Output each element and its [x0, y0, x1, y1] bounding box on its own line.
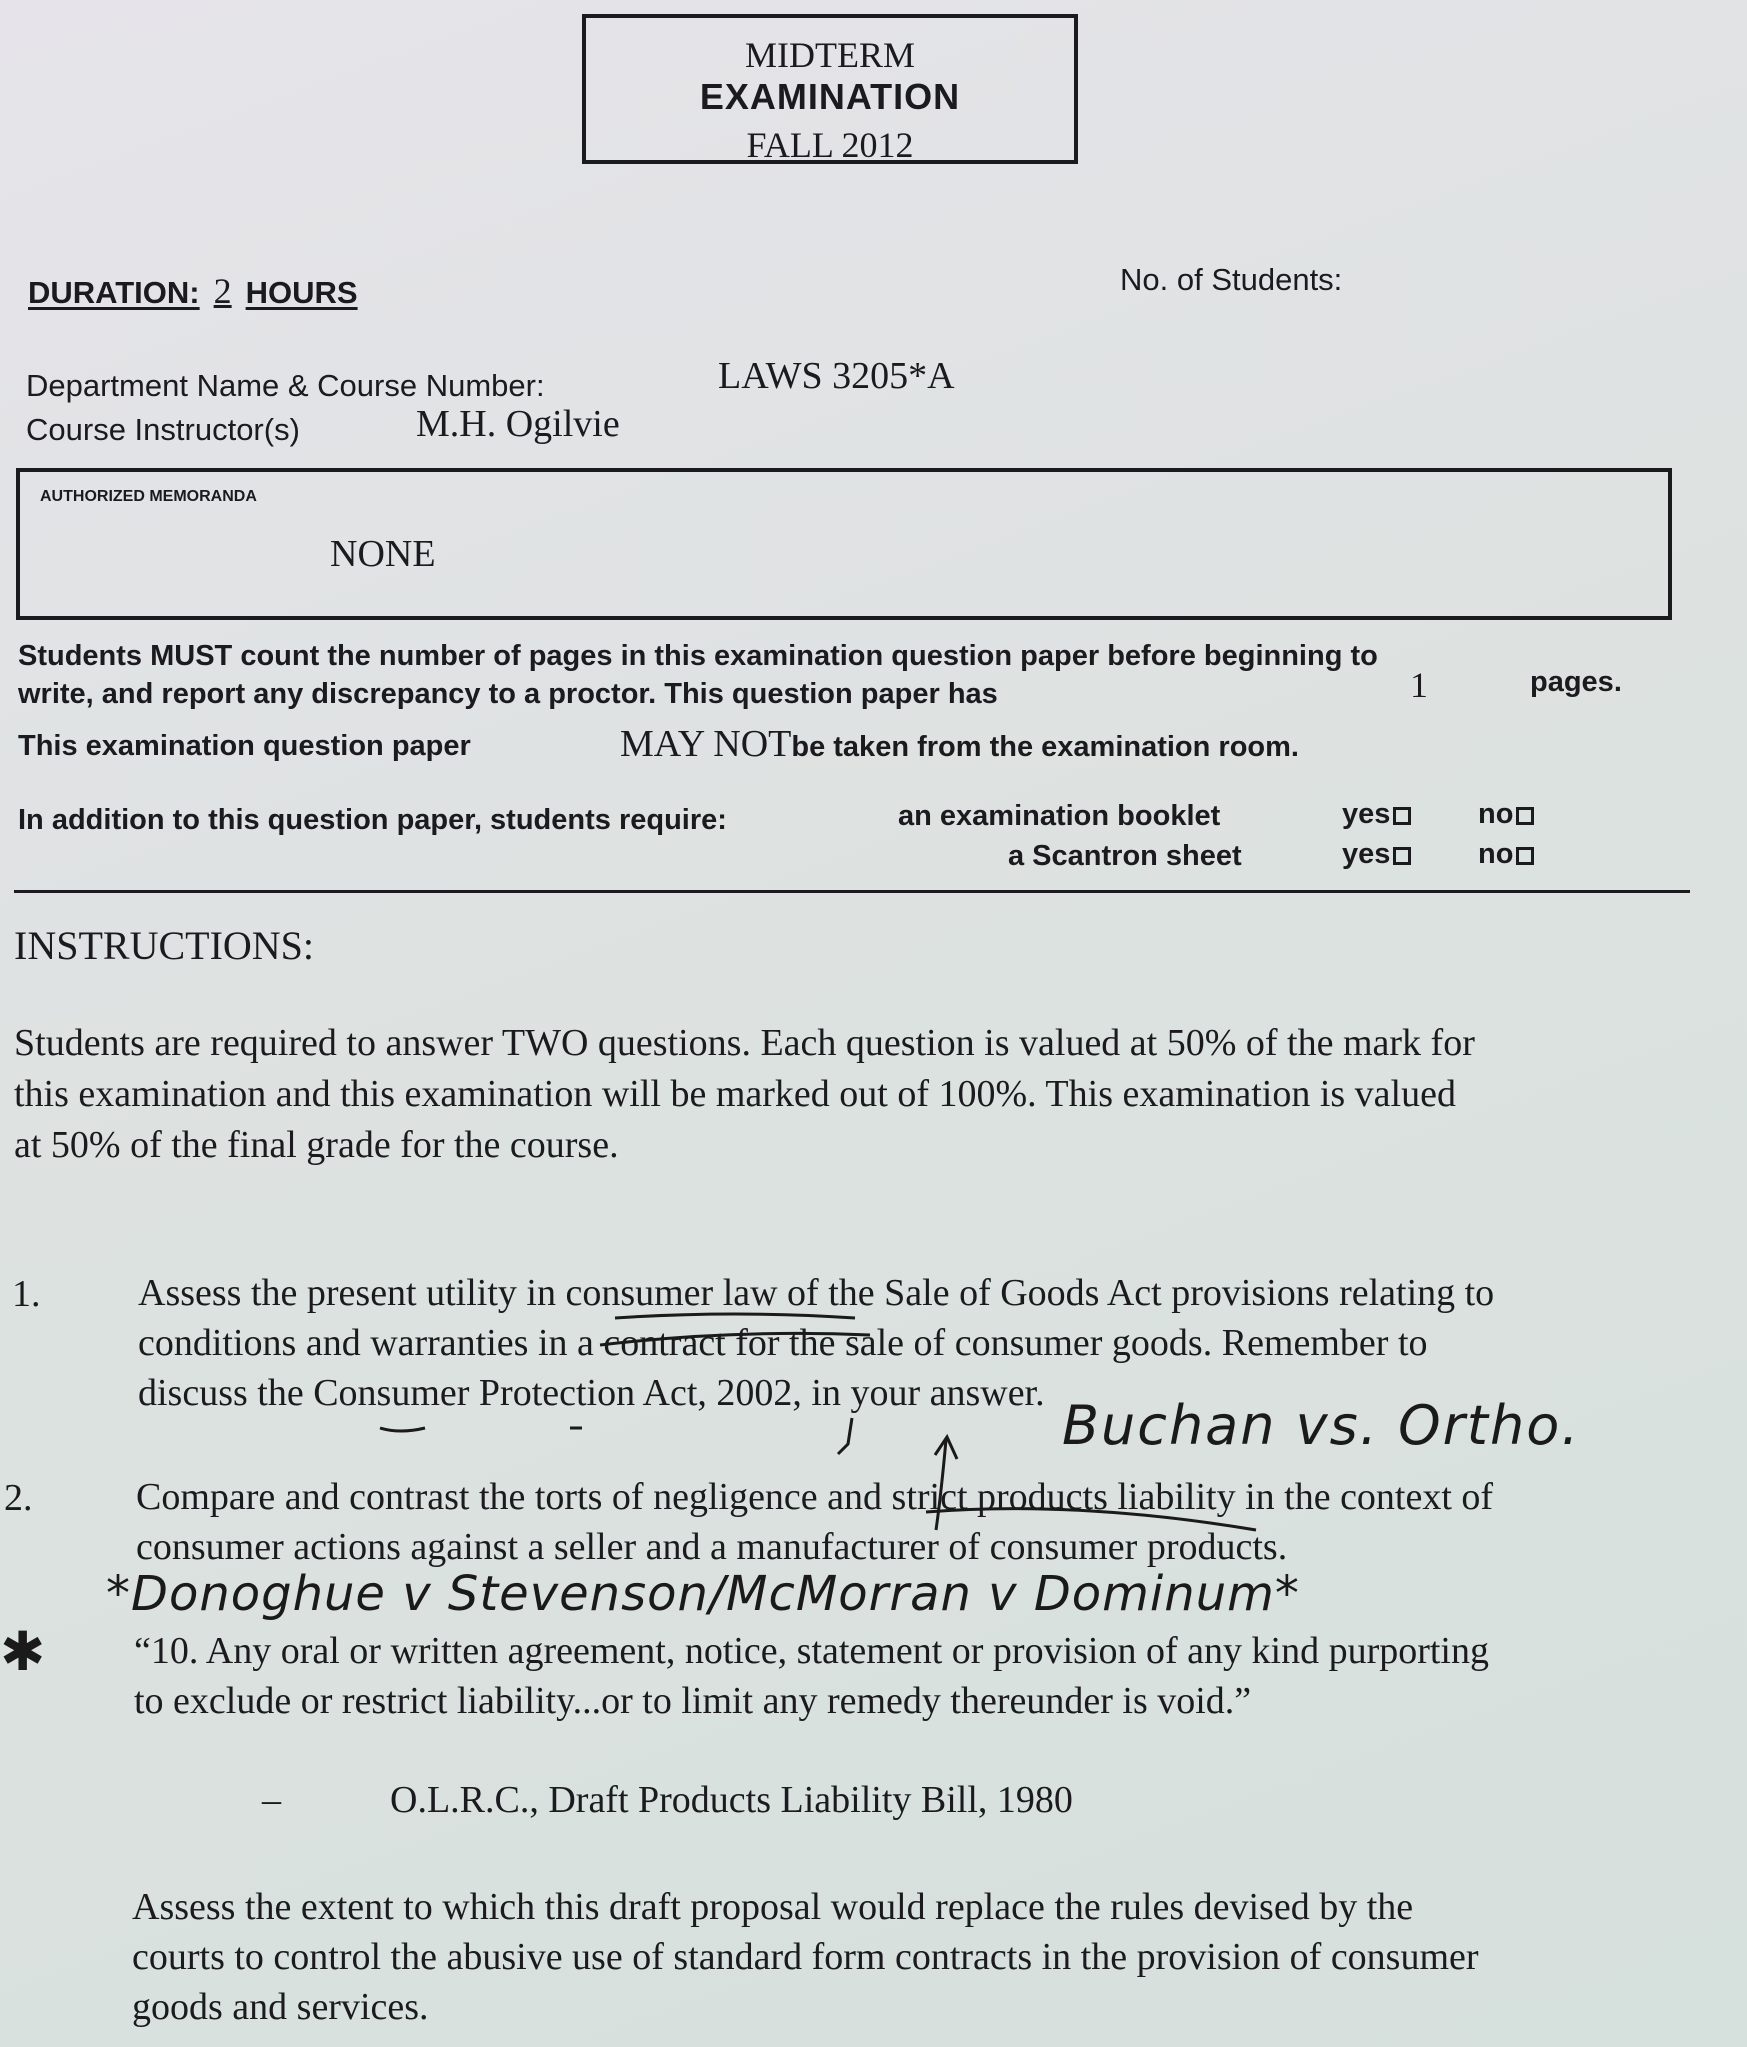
memoranda-value: NONE [330, 533, 436, 575]
page-count: 1 [1410, 665, 1428, 705]
title-midterm: MIDTERM [745, 35, 915, 75]
underline-consumer-law [615, 1314, 855, 1318]
booklet-yes-label: yes [1342, 798, 1391, 830]
pages-label: pages. [1530, 666, 1622, 698]
instructor-label: Course Instructor(s) [26, 412, 300, 447]
underline-consumer-actions [926, 1509, 1256, 1530]
attribution: O.L.R.C., Draft Products Liability Bill, 1980 [390, 1779, 1073, 1821]
scantron-yes-label: yes [1342, 838, 1391, 870]
question-line: goods and services. [132, 1986, 429, 2028]
count-notice-line1: Students MUST count the number of pages in this examination question paper before beginning to [18, 640, 1378, 672]
count-notice-line2: write, and report any discrepancy to a proctor. This question paper has [18, 678, 998, 710]
taken-label: This examination question paper [18, 730, 471, 762]
question-line: conditions and warranties in a contract for the sale of consumer goods. Remember to [138, 1322, 1428, 1364]
duration-unit: HOURS [245, 275, 358, 310]
booklet-label: an examination booklet [898, 800, 1221, 832]
question-line: discuss the Consumer Protection Act, 2002, in your answer. [138, 1372, 1045, 1414]
question-line: courts to control the abusive use of standard form contracts in the provision of consumer [132, 1936, 1479, 1978]
question-line: to exclude or restrict liability...or to limit any remedy thereunder is void.” [134, 1680, 1252, 1722]
instructions-line: Students are required to answer TWO questions. Each question is valued at 50% of the mark for [14, 1022, 1475, 1064]
instructions-line: this examination and this examination will be marked out of 100%. This examination is valued [14, 1073, 1456, 1115]
taken-value: MAY NOT [620, 723, 792, 765]
question-line: consumer actions against a seller and a manufacturer of consumer products. [136, 1526, 1288, 1568]
attribution-dash: – [262, 1779, 281, 1821]
title-examination: EXAMINATION [699, 76, 961, 117]
handwritten-note-buchan: Buchan vs. Ortho. [1062, 1394, 1581, 1457]
question-3-star-mark: ✱ [0, 1620, 46, 1683]
instructor-value: M.H. Ogilvie [416, 403, 620, 445]
instructions-line: at 50% of the final grade for the course. [14, 1124, 619, 1166]
question-line: Compare and contrast the torts of negligence and strict products liability in the context of [136, 1476, 1494, 1518]
require-label: In addition to this question paper, students require: [18, 804, 727, 836]
question-line: “10. Any oral or written agreement, notice, statement or provision of any kind purporting [134, 1630, 1489, 1672]
taken-suffix: be taken from the examination room. [791, 731, 1299, 763]
question-2-number: 2. [4, 1477, 33, 1519]
dept-value: LAWS 3205*A [718, 355, 955, 397]
check-stroke [838, 1418, 852, 1454]
duration-label: DURATION: [28, 275, 200, 310]
question-1-number: 1. [12, 1273, 41, 1315]
scantron-no-label: no [1478, 838, 1514, 870]
handwritten-note-donoghue: *Donoghue v Stevenson/McMorran v Dominum* [106, 1566, 1300, 1622]
scantron-label: a Scantron sheet [1008, 840, 1242, 872]
underline-contract [600, 1333, 870, 1345]
instructions-heading: INSTRUCTIONS: [14, 923, 315, 968]
dept-label: Department Name & Course Number: [26, 368, 545, 403]
students-label: No. of Students: [1120, 262, 1343, 297]
question-line: Assess the extent to which this draft proposal would replace the rules devised by the [132, 1886, 1414, 1928]
booklet-no-label: no [1478, 798, 1514, 830]
tick-mark-1 [380, 1428, 425, 1431]
title-term: FALL 2012 [746, 125, 914, 165]
duration-value: 2 [213, 271, 232, 311]
memoranda-title: AUTHORIZED MEMORANDA [40, 488, 257, 505]
question-line: Assess the present utility in consumer law of the Sale of Goods Act provisions relating to [138, 1272, 1495, 1314]
